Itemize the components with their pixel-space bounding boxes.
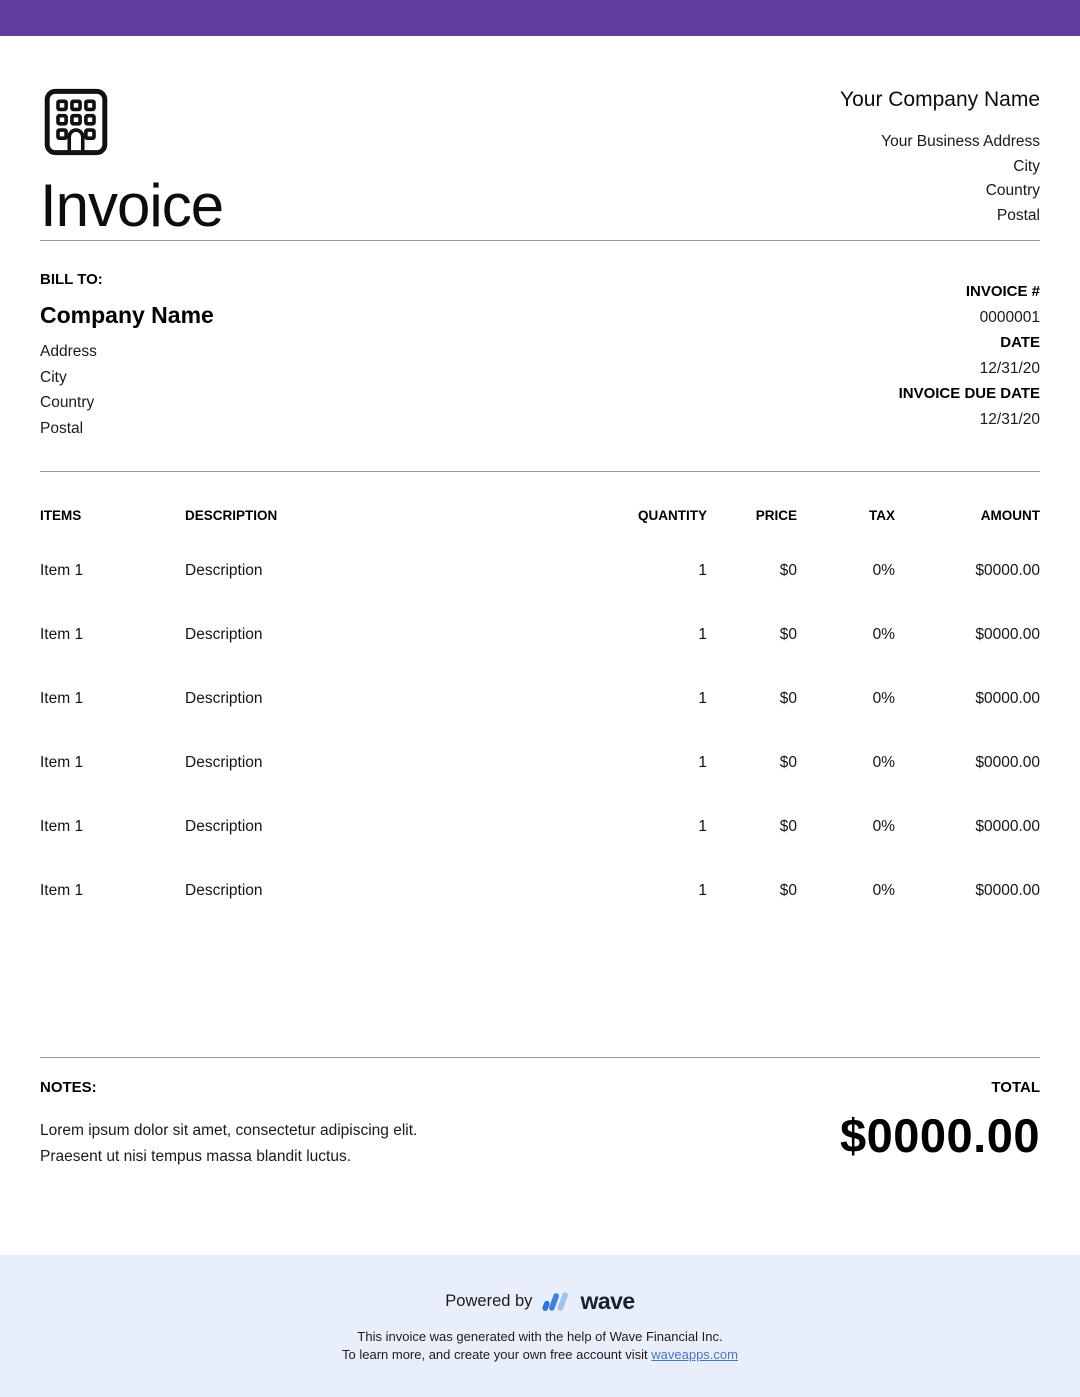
cell-amount: $0000.00 xyxy=(975,626,1040,643)
cell-amount: $0000.00 xyxy=(975,690,1040,707)
cell-price: $0 xyxy=(779,754,797,771)
bill-to-label: BILL TO: xyxy=(40,271,103,288)
table-row xyxy=(40,731,1040,795)
cell-amount: $0000.00 xyxy=(975,562,1040,579)
bill-to-country: Country xyxy=(40,394,95,411)
billing-section xyxy=(40,241,1040,471)
footer xyxy=(0,1255,1080,1397)
cell-items: Item 1 xyxy=(40,626,84,643)
cell-price: $0 xyxy=(779,882,797,899)
col-header-price: PRICE xyxy=(755,508,797,523)
items-table-header-row xyxy=(40,472,1040,539)
cell-quantity: 1 xyxy=(698,626,707,643)
cell-tax: 0% xyxy=(872,882,895,899)
notes-label: NOTES: xyxy=(40,1079,97,1096)
cell-price: $0 xyxy=(779,818,797,835)
cell-amount: $0000.00 xyxy=(975,882,1040,899)
notes-block xyxy=(40,1079,417,1169)
items-table-body xyxy=(40,539,1040,923)
wave-wordmark: wave xyxy=(580,1288,635,1314)
notes-total-section xyxy=(40,1058,1040,1169)
items-table xyxy=(40,472,1040,923)
cell-price: $0 xyxy=(779,626,797,643)
cell-tax: 0% xyxy=(872,626,895,643)
company-address: Your Business Address xyxy=(881,133,1040,150)
header-left xyxy=(40,85,223,240)
cell-items: Item 1 xyxy=(40,754,84,771)
cell-description: Description xyxy=(185,690,263,707)
notes-text xyxy=(40,1118,417,1169)
col-header-items: ITEMS xyxy=(40,508,82,523)
notes-line-1: Lorem ipsum dolor sit amet, consectetur adipiscing elit. xyxy=(40,1122,418,1139)
company-postal: Postal xyxy=(996,206,1040,224)
col-header-quantity: QUANTITY xyxy=(638,508,707,523)
invoice-meta-block xyxy=(899,271,1040,441)
cell-price: $0 xyxy=(779,562,797,579)
bill-to-city: City xyxy=(40,368,67,386)
waveapps-link[interactable]: waveapps.com xyxy=(651,1346,738,1362)
page-title: Invoice xyxy=(40,172,224,239)
footer-line-2-text: To learn more, and create your own free account visit xyxy=(342,1346,652,1362)
company-country: Country xyxy=(985,182,1040,199)
cell-amount: $0000.00 xyxy=(975,754,1040,771)
wave-logo-icon xyxy=(540,1288,572,1315)
cell-description: Description xyxy=(185,562,263,579)
cell-tax: 0% xyxy=(872,562,895,579)
cell-quantity: 1 xyxy=(698,754,707,771)
building-icon xyxy=(40,85,112,159)
cell-tax: 0% xyxy=(872,754,895,771)
table-row xyxy=(40,859,1040,923)
cell-quantity: 1 xyxy=(698,882,707,899)
cell-tax: 0% xyxy=(872,818,895,835)
cell-quantity: 1 xyxy=(698,818,707,835)
bill-to-postal: Postal xyxy=(40,419,84,437)
cell-quantity: 1 xyxy=(698,690,707,707)
cell-tax: 0% xyxy=(872,690,895,707)
invoice-due-date: 12/31/20 xyxy=(979,410,1040,428)
cell-quantity: 1 xyxy=(698,562,707,579)
table-row xyxy=(40,667,1040,731)
bill-to-company: Company Name xyxy=(40,302,214,328)
powered-by-label: Powered by xyxy=(445,1292,533,1310)
cell-description: Description xyxy=(185,818,263,835)
total-amount: $0000.00 xyxy=(839,1109,1040,1162)
col-header-tax: TAX xyxy=(869,508,895,523)
col-header-description: DESCRIPTION xyxy=(185,508,278,523)
cell-description: Description xyxy=(185,754,263,771)
invoice-number-label: INVOICE # xyxy=(965,283,1040,300)
company-city: City xyxy=(1013,157,1040,175)
cell-items: Item 1 xyxy=(40,690,84,707)
bill-to-block xyxy=(40,271,214,441)
total-block xyxy=(840,1079,1040,1169)
table-row xyxy=(40,603,1040,667)
bill-to-address: Address xyxy=(40,343,97,360)
notes-line-2: Praesent ut nisi tempus massa blandit luctus. xyxy=(40,1147,352,1165)
cell-description: Description xyxy=(185,626,263,643)
cell-description: Description xyxy=(185,882,263,899)
cell-amount: $0000.00 xyxy=(975,818,1040,835)
col-header-amount: AMOUNT xyxy=(980,508,1040,523)
footer-fineprint xyxy=(0,1328,1080,1363)
footer-line-2 xyxy=(0,1346,1080,1364)
accent-bar xyxy=(0,0,1080,36)
cell-items: Item 1 xyxy=(40,562,84,579)
invoice-header xyxy=(40,85,1040,240)
invoice-due-label: INVOICE DUE DATE xyxy=(898,385,1040,402)
cell-price: $0 xyxy=(779,690,797,707)
total-label: TOTAL xyxy=(991,1079,1040,1096)
footer-line-1: This invoice was generated with the help of Wave Financial Inc. xyxy=(357,1329,723,1344)
cell-items: Item 1 xyxy=(40,818,84,835)
invoice-number: 0000001 xyxy=(979,308,1040,326)
powered-by-row xyxy=(0,1255,1080,1315)
company-name: Your Company Name xyxy=(840,88,1040,111)
table-row xyxy=(40,795,1040,859)
table-row xyxy=(40,539,1040,603)
company-block xyxy=(840,85,1040,240)
cell-items: Item 1 xyxy=(40,882,84,899)
invoice-date: 12/31/20 xyxy=(979,359,1040,377)
invoice-date-label: DATE xyxy=(1000,334,1040,351)
